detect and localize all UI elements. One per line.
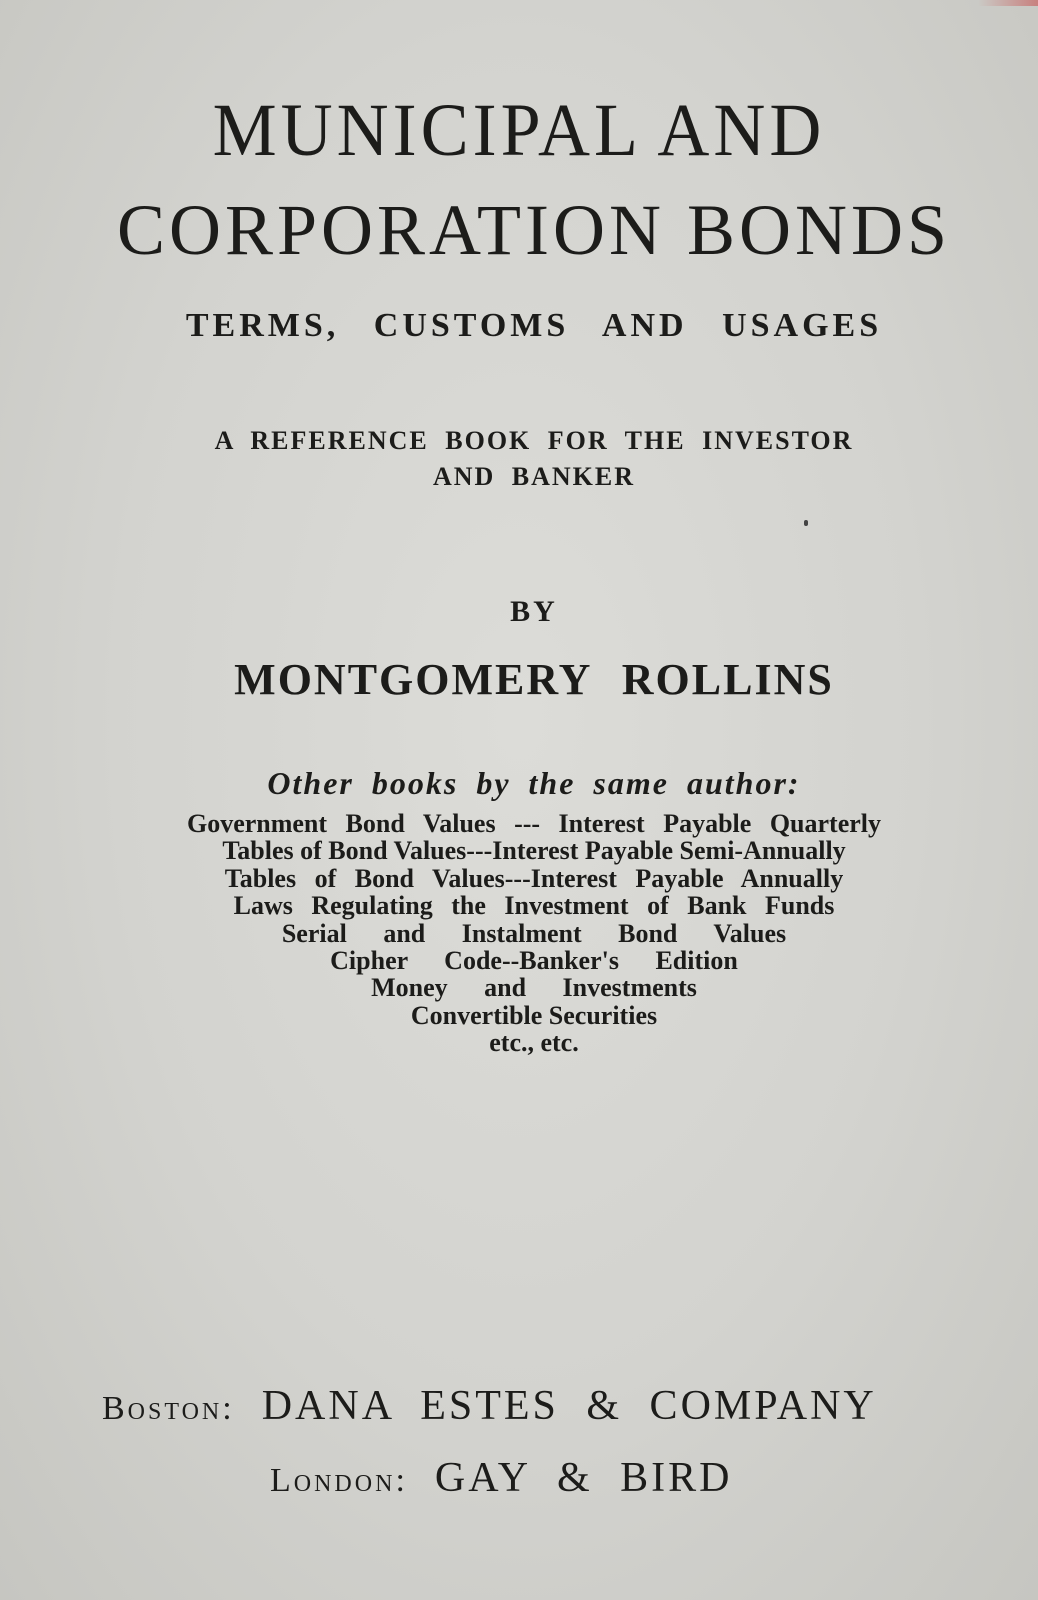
imprint-colon: : [222, 1390, 232, 1427]
other-book-item: Convertible Securities [410, 1000, 658, 1030]
reference-line-2: AND BANKER [432, 462, 636, 491]
other-book-item: Serial and Instalment Bond Values [281, 918, 787, 948]
title-line-2: CORPORATION BONDS [116, 190, 952, 270]
other-books-heading: Other books by the same author: [267, 765, 801, 801]
imprint-publisher-boston: DANA ESTES & COMPANY [261, 1383, 877, 1429]
ink-speck [804, 520, 808, 526]
other-book-item: Government Bond Values --- Interest Payable Quarterly [186, 809, 882, 838]
other-book-item: Tables of Bond Values---Interest Payable Semi-Annually [222, 836, 846, 866]
other-book-item: Laws Regulating the Investment of Bank Funds [233, 891, 835, 921]
other-book-item: Money and Investments [371, 973, 697, 1003]
imprint-publisher-london: GAY & BIRD [434, 1455, 733, 1501]
other-book-item: etc., etc. [489, 1028, 579, 1058]
imprint-boston [102, 1382, 877, 1430]
other-book-item: Tables of Bond Values---Interest Payable Annually [224, 863, 844, 893]
other-books-list [15, 810, 1038, 1057]
reference-line-1: A REFERENCE BOOK FOR THE INVESTOR [214, 426, 854, 455]
other-book-item: Cipher Code--Banker's Edition [330, 946, 738, 976]
imprint-colon: : [395, 1462, 405, 1499]
imprint-city-london: London [270, 1462, 396, 1499]
imprint-london [270, 1454, 732, 1502]
page-edge-tint [978, 0, 1038, 6]
title-line-1: MUNICIPAL AND [212, 88, 826, 172]
imprint-city-boston: Boston [102, 1390, 223, 1427]
author-name: MONTGOMERY ROLLINS [234, 655, 834, 704]
subtitle: TERMS, CUSTOMS AND USAGES [185, 307, 883, 344]
by-label: BY [510, 595, 558, 628]
